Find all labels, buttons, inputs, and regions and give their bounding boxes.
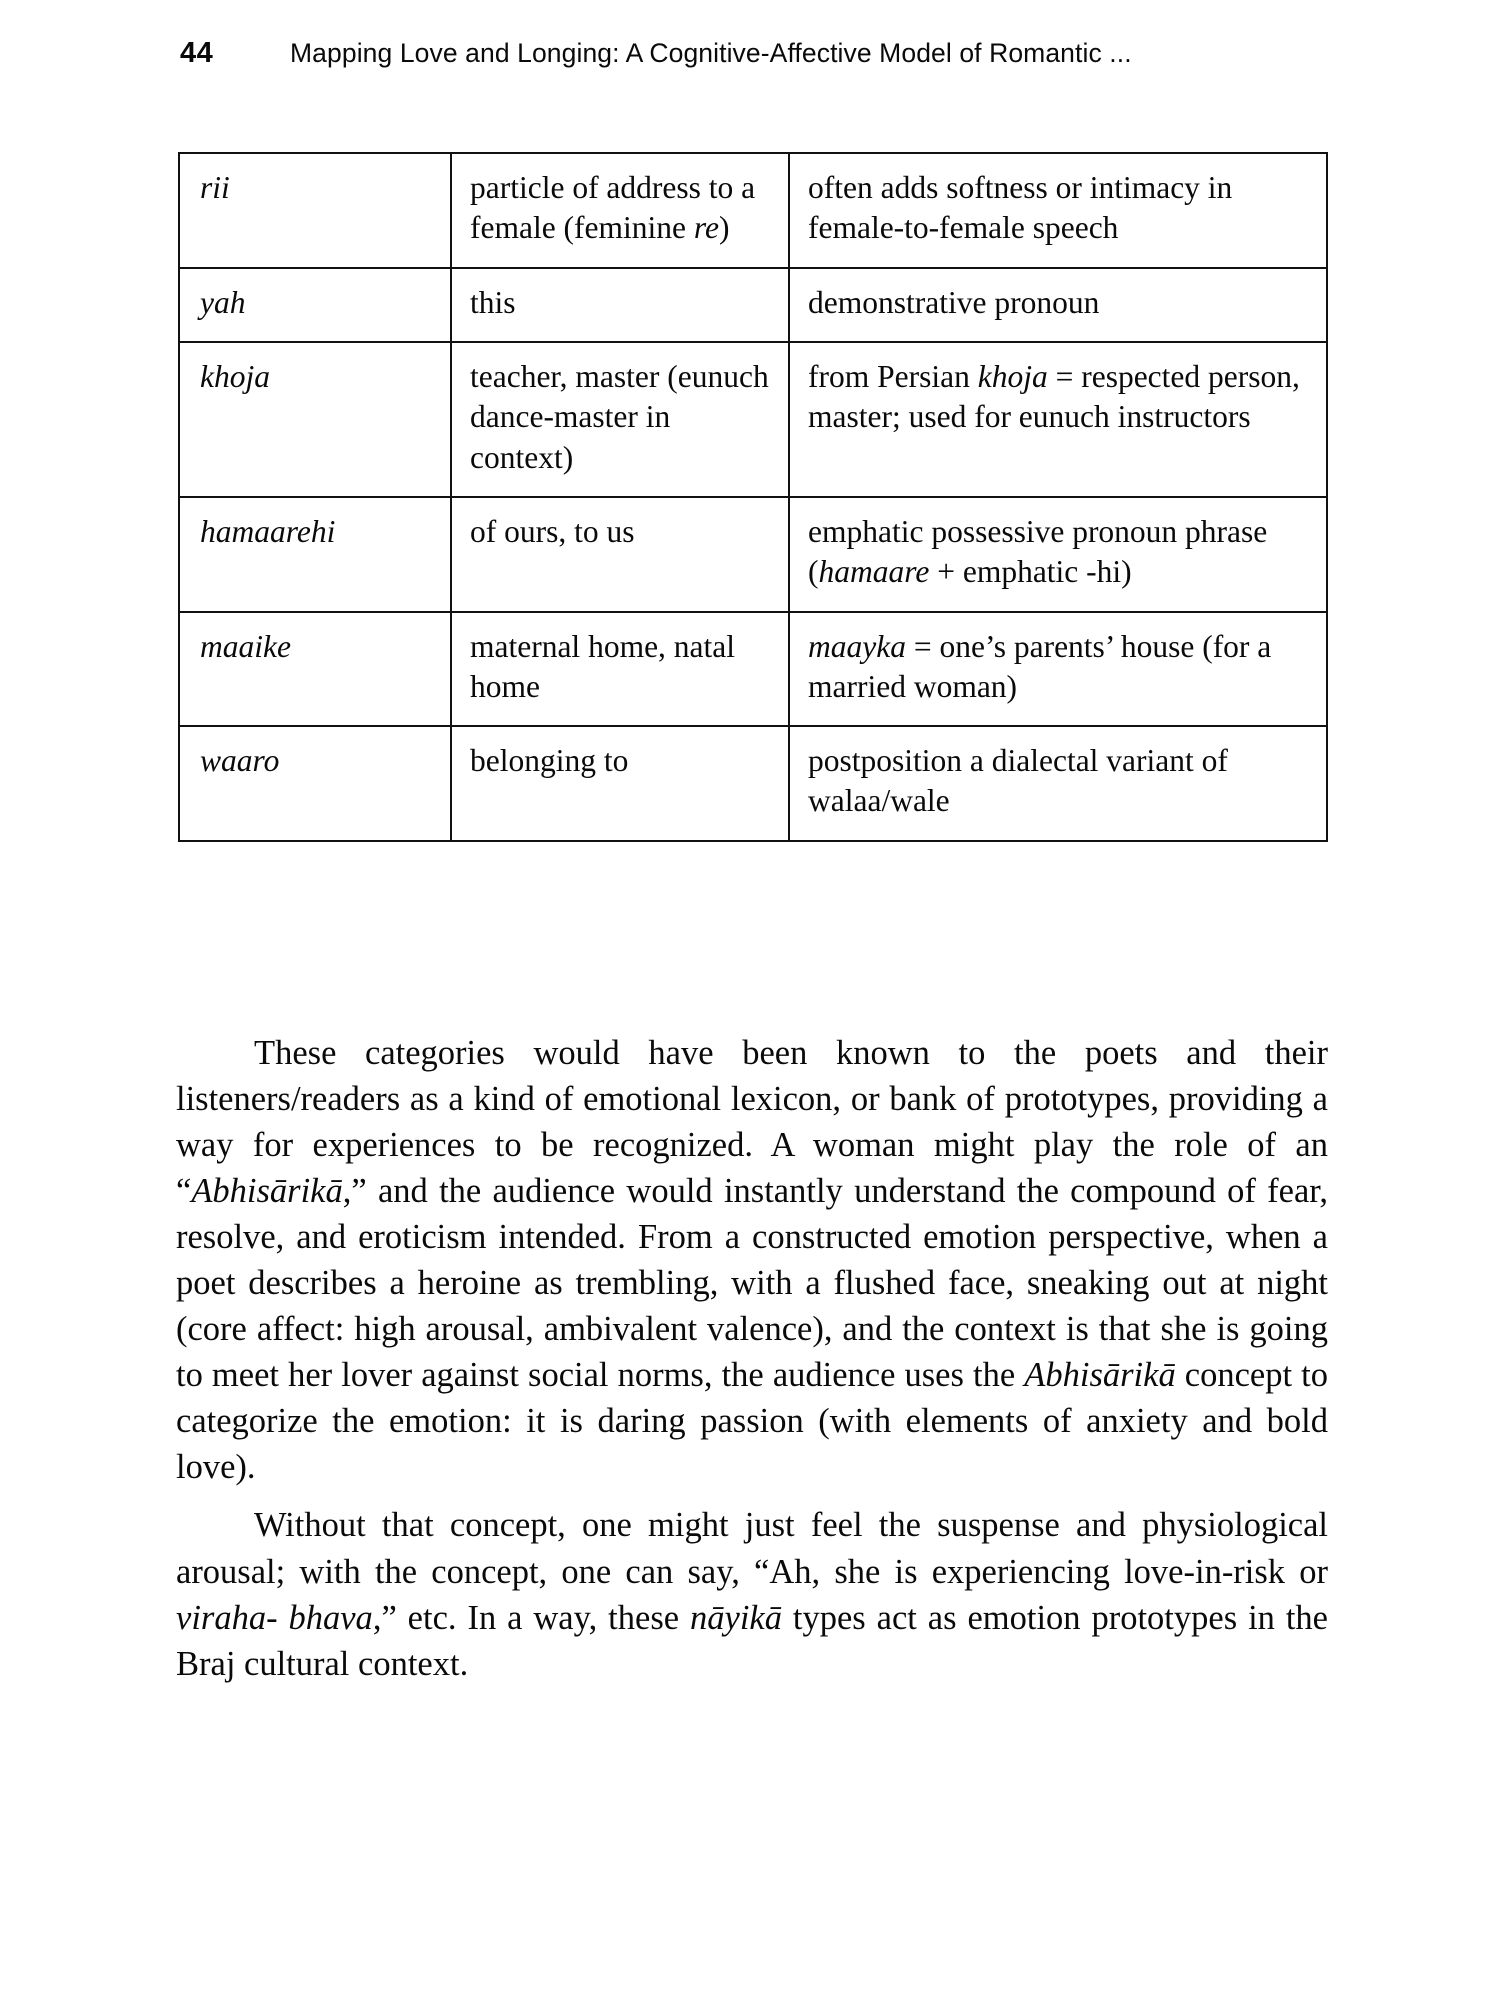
- paragraph-1: [176, 1030, 1328, 1490]
- glossary-note: [789, 612, 1327, 727]
- gloss-italic: re: [693, 210, 719, 246]
- glossary-term: rii: [179, 153, 451, 268]
- table-row: [179, 268, 1327, 342]
- paragraph-1-italic-abhisarika-2: Abhisārikā: [1024, 1356, 1176, 1395]
- paragraph-2-text-a: Without that concept, one might just feel the suspense and physiological arousal; with the concept, one can say, “Ah, she is experiencing love-in-risk or: [176, 1506, 1328, 1591]
- glossary-gloss: belonging to: [451, 726, 789, 841]
- glossary-note: often adds softness or intimacy in female-to-female speech: [789, 153, 1327, 268]
- paragraph-1-text-b: ,” and the audience would instantly understand the compound of fear, resolve, and eroticism intended. From a constructed emotion perspective, when a poet describes a heroine as trembling, with a flushed face, sneaking out at night (core affect: high arousal, ambivalent valence), and the context is that she is going to meet her lover against social norms, the audience uses the: [176, 1172, 1328, 1395]
- glossary-term: maaike: [179, 612, 451, 727]
- body-text: [176, 1030, 1328, 1687]
- glossary-gloss: maternal home, natal home: [451, 612, 789, 727]
- paragraph-2-text-b: ,” etc. In a way, these: [372, 1598, 690, 1637]
- paragraph-1-italic-abhisarika-1: Abhisārikā: [191, 1172, 343, 1211]
- table-row: [179, 612, 1327, 727]
- glossary-table-container: [178, 152, 1326, 842]
- running-head: [180, 30, 1330, 76]
- note-italic: maayka: [808, 628, 906, 664]
- table-row: [179, 342, 1327, 497]
- note-text: from Persian: [808, 358, 978, 394]
- glossary-term: waaro: [179, 726, 451, 841]
- glossary-table: [178, 152, 1328, 842]
- note-italic: khoja: [977, 358, 1048, 394]
- gloss-text-post: ): [718, 210, 730, 246]
- table-row: [179, 726, 1327, 841]
- glossary-term: hamaarehi: [179, 497, 451, 612]
- glossary-note: demonstrative pronoun: [789, 268, 1327, 342]
- glossary-note: postposition a dialectal variant of walaa/wale: [789, 726, 1327, 841]
- glossary-gloss: this: [451, 268, 789, 342]
- glossary-term: yah: [179, 268, 451, 342]
- note-text-post: = one’s parents’ house (for a married woman): [808, 628, 1272, 704]
- paragraph-2-italic-viraha: viraha- bhava: [176, 1598, 373, 1637]
- paragraph-2: [176, 1502, 1328, 1686]
- paragraph-2-text-c: types act as emotion prototypes in the Braj cultural context.: [176, 1598, 1328, 1683]
- paragraph-1-text-c: concept to categorize the emotion: it is daring passion (with elements of anxiety and bold love).: [176, 1356, 1329, 1487]
- glossary-term: khoja: [179, 342, 451, 497]
- page-number: 44: [180, 36, 214, 69]
- glossary-note: [789, 342, 1327, 497]
- note-text-post: = respected person, master; used for eunuch instructors: [808, 358, 1300, 435]
- running-head-title: Mapping Love and Longing: A Cognitive-Affective Model of Romantic ...: [290, 37, 1132, 68]
- table-row: [179, 497, 1327, 612]
- glossary-gloss: [451, 153, 789, 268]
- glossary-note: [789, 497, 1327, 612]
- note-text-post: + emphatic -hi): [929, 554, 1132, 590]
- gloss-text: particle of address to a female (feminine: [470, 170, 756, 246]
- glossary-gloss: of ours, to us: [451, 497, 789, 612]
- glossary-gloss: teacher, master (eunuch dance-master in context): [451, 342, 789, 497]
- note-text: emphatic possessive pronoun phrase (: [808, 513, 1268, 590]
- paragraph-1-text-a: These categories would have been known to the poets and their listeners/readers as a kind of emotional lexicon, or bank of prototypes, providing a way for experiences to be recognized. A woman might play the role of an “: [176, 1034, 1328, 1211]
- paragraph-2-italic-nayika: nāyikā: [690, 1598, 782, 1637]
- table-row: [179, 153, 1327, 268]
- note-italic: hamaare: [818, 554, 930, 590]
